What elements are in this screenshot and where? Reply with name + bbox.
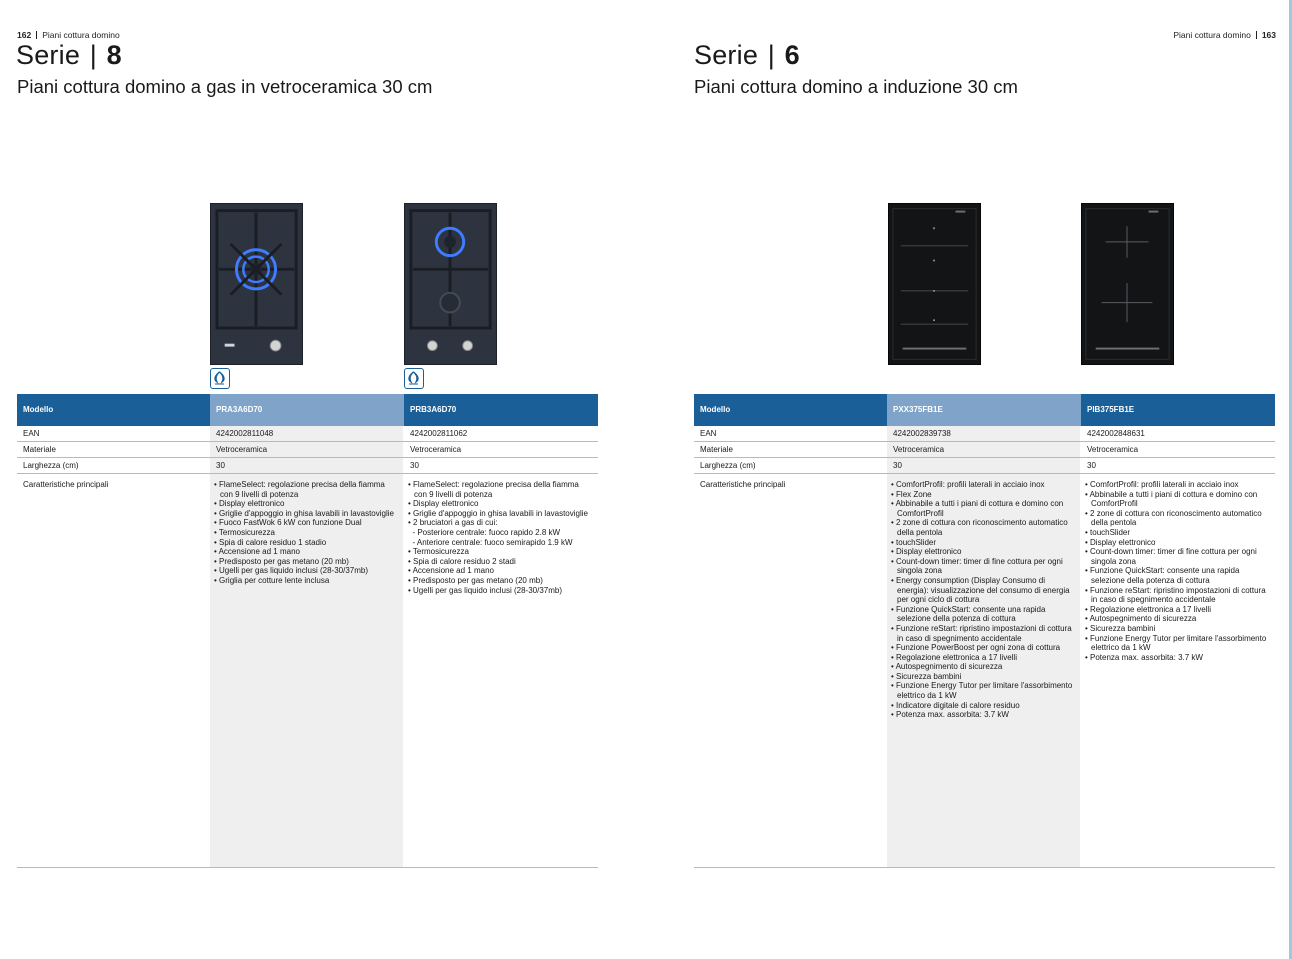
flame-certification-badge-icon — [404, 368, 424, 389]
feature-item: • Funzione QuickStart: consente una rapida selezione della potenza di cottura — [1085, 566, 1240, 585]
page-folio-right — [1173, 30, 1276, 40]
feature-item: • Funzione QuickStart: consente una rapida selezione della potenza di cottura — [891, 604, 1046, 624]
feature-item: • Potenza max. assorbita: 3.7 kW — [891, 710, 1009, 720]
header-label: Modello — [23, 405, 54, 414]
product-image-prb3a6d70 — [404, 203, 497, 365]
series-number: 6 — [784, 40, 800, 70]
table-row — [694, 442, 1275, 458]
row-label: EAN — [700, 429, 717, 438]
series-heading — [16, 40, 122, 71]
feature-item: • Display elettronico — [1085, 537, 1156, 547]
section-name: Piani cottura domino — [42, 30, 120, 40]
row-label: Materiale — [700, 445, 733, 454]
feature-item: • ComfortProfil: profili laterali in acciaio inox — [891, 480, 1045, 489]
feature-item: • 2 zone di cottura con riconoscimento automatico della pentola — [891, 518, 1068, 537]
feature-item: • Count-down timer: timer di fine cottura per ogni singola zona — [891, 556, 1063, 576]
feature-item: • Funzione PowerBoost per ogni zona di cottura — [891, 643, 1061, 653]
feature-item: • Predisposto per gas metano (20 mb) — [408, 575, 543, 585]
feature-item: • Display elettronico — [891, 547, 962, 557]
feature-item: • Abbinabile a tutti i piani di cottura e domino con ComfortProfil — [1085, 489, 1258, 509]
row-value: 30 — [410, 461, 419, 470]
feature-item: • Griglie d'appoggio in ghisa lavabili in lavastoviglie — [214, 508, 394, 518]
feature-item: • Energy consumption (Display Consumo di energia): visualizzazione del consumo di energia per ogni ciclo di cottura — [891, 575, 1070, 605]
table-row — [694, 426, 1275, 442]
product-image-pib375fb1e — [1081, 203, 1174, 365]
row-label: Larghezza (cm) — [23, 461, 79, 470]
feature-item: • Ugelli per gas liquido inclusi (28-30/37mb) — [214, 566, 368, 576]
feature-item: • Regolazione elettronica a 17 livelli — [891, 652, 1017, 662]
feature-item: - Posteriore centrale: fuoco rapido 2.8 kW — [408, 527, 561, 537]
model-name: PRB3A6D70 — [410, 405, 457, 414]
series-word: Serie — [694, 40, 759, 70]
features-list — [1081, 480, 1268, 662]
table-row — [17, 442, 598, 458]
table-row — [17, 426, 598, 442]
features-list — [210, 480, 397, 586]
feature-item: • Griglia per cotture lente inclusa — [214, 575, 330, 585]
feature-item: • Abbinabile a tutti i piani di cottura e domino con ComfortProfil — [891, 499, 1064, 518]
feature-item: • Predisposto per gas metano (20 mb) — [214, 556, 349, 566]
features-label: Caratteristiche principali — [23, 480, 109, 489]
features-list — [404, 480, 591, 595]
folio-separator — [36, 31, 37, 39]
feature-item: • Display elettronico — [408, 499, 479, 509]
feature-item: • Accensione ad 1 mano — [408, 566, 494, 576]
page-subtitle: Piani cottura domino a induzione 30 cm — [694, 76, 1018, 97]
feature-item: • Fuoco FastWok 6 kW con funzione Dual — [214, 518, 362, 528]
series-heading — [694, 40, 800, 71]
row-value: 4242002839738 — [893, 429, 951, 438]
page-subtitle: Piani cottura domino a gas in vetroceramica 30 cm — [17, 76, 433, 97]
page-folio-left — [17, 30, 120, 40]
row-value: 30 — [1087, 461, 1096, 470]
feature-item: • Termosicurezza — [214, 527, 275, 537]
feature-item: • Funzione reStart: ripristino impostazioni di cottura in caso di spegnimento accidentale — [1085, 585, 1266, 605]
product-image-pra3a6d70 — [210, 203, 303, 365]
feature-item: • Sicurezza bambini — [1085, 623, 1156, 633]
feature-item: • touchSlider — [1085, 527, 1131, 537]
row-label: EAN — [23, 429, 40, 438]
feature-item: • FlameSelect: regolazione precisa della fiamma con 9 livelli di potenza — [214, 480, 385, 499]
folio-separator — [1256, 31, 1257, 39]
page-number: 163 — [1261, 30, 1276, 40]
feature-item: • Spia di calore residuo 2 stadi — [408, 556, 516, 566]
series-divider: | — [89, 40, 97, 70]
table-bottom-rule — [17, 867, 598, 868]
row-value: Vetroceramica — [410, 445, 462, 454]
feature-item: • Accensione ad 1 mano — [214, 547, 300, 557]
feature-item: • 2 bruciatori a gas di cui: — [408, 518, 498, 528]
feature-item: • Autospegnimento di sicurezza — [1085, 614, 1197, 624]
feature-item: • Potenza max. assorbita: 3.7 kW — [1085, 652, 1203, 662]
feature-item: • Funzione Energy Tutor per limitare l'assorbimento elettrico da 1 kW — [891, 681, 1073, 701]
feature-item: • 2 zone di cottura con riconoscimento automatico della pentola — [1085, 508, 1262, 528]
table-bottom-rule — [694, 867, 1275, 868]
feature-item: • Spia di calore residuo 1 stadio — [214, 537, 327, 547]
feature-item: • Sicurezza bambini — [891, 671, 962, 681]
feature-item: • touchSlider — [891, 537, 937, 547]
feature-item: • Flex Zone — [891, 489, 932, 499]
feature-item: • Count-down timer: timer di fine cottura per ogni singola zona — [1085, 547, 1257, 566]
flame-certification-badge-icon — [210, 368, 230, 389]
features-label: Caratteristiche principali — [700, 480, 786, 489]
feature-item: • Display elettronico — [214, 499, 285, 509]
series-number: 8 — [106, 40, 122, 70]
row-label: Larghezza (cm) — [700, 461, 756, 470]
row-value: 4242002848631 — [1087, 429, 1145, 438]
table-row — [694, 458, 1275, 474]
feature-item: • Ugelli per gas liquido inclusi (28-30/37mb) — [408, 585, 562, 595]
row-value: 30 — [216, 461, 225, 470]
product-image-pxx375fb1e — [888, 203, 981, 365]
row-label: Materiale — [23, 445, 56, 454]
row-value: Vetroceramica — [893, 445, 945, 454]
row-value: Vetroceramica — [216, 445, 268, 454]
series-word: Serie — [16, 40, 81, 70]
page-number: 162 — [17, 30, 32, 40]
features-list — [887, 480, 1074, 720]
feature-item: • Termosicurezza — [408, 547, 469, 557]
table-row — [17, 458, 598, 474]
row-value: 30 — [893, 461, 902, 470]
feature-item: • Regolazione elettronica a 17 livelli — [1085, 604, 1211, 614]
table-header — [694, 394, 1275, 426]
header-label: Modello — [700, 405, 731, 414]
feature-item: - Anteriore centrale: fuoco semirapido 1.9 kW — [408, 537, 573, 547]
right-page — [646, 0, 1292, 959]
feature-item: • Autospegnimento di sicurezza — [891, 662, 1003, 672]
model-name: PXX375FB1E — [887, 394, 1081, 426]
row-value: Vetroceramica — [1087, 445, 1139, 454]
row-value: 4242002811048 — [216, 429, 274, 438]
feature-item: • Griglie d'appoggio in ghisa lavabili in lavastoviglie — [408, 508, 588, 518]
series-divider: | — [767, 40, 775, 70]
row-value: 4242002811062 — [410, 429, 468, 438]
table-header — [17, 394, 598, 426]
feature-item: • Funzione Energy Tutor per limitare l'assorbimento elettrico da 1 kW — [1085, 633, 1267, 653]
model-name: PIB375FB1E — [1087, 405, 1135, 414]
feature-item: • Funzione reStart: ripristino impostazioni di cottura in caso di spegnimento accidentale — [891, 623, 1072, 643]
feature-item: • Indicatore digitale di calore residuo — [891, 700, 1020, 710]
feature-item: • ComfortProfil: profili laterali in acciaio inox — [1085, 480, 1239, 489]
model-name: PRA3A6D70 — [210, 394, 404, 426]
section-name: Piani cottura domino — [1173, 30, 1251, 40]
feature-item: • FlameSelect: regolazione precisa della fiamma con 9 livelli di potenza — [408, 480, 579, 499]
